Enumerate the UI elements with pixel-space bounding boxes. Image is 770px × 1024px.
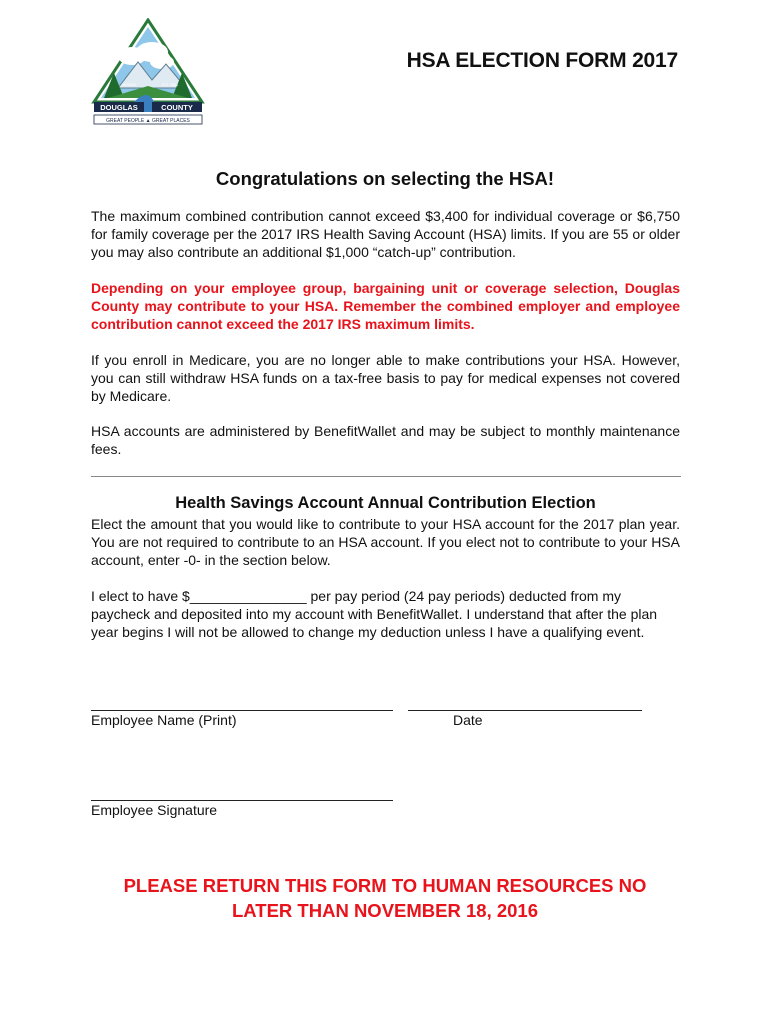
- contribution-limits-paragraph: The maximum combined contribution cannot exceed $3,400 for individual coverage or $6,750 for family coverage per the 2017 IRS Health Saving Account (HSA) limits. If you are 55 or older you may also contribute an additional $1,000 “catch-up” contribution.: [91, 208, 680, 261]
- return-deadline-notice: [0, 873, 770, 923]
- employee-name-label: Employee Name (Print): [91, 712, 237, 728]
- date-line[interactable]: [408, 710, 642, 711]
- return-notice-line-2: LATER THAN NOVEMBER 18, 2016: [232, 900, 538, 921]
- svg-text:COUNTY: COUNTY: [161, 103, 193, 112]
- return-notice-line-1: PLEASE RETURN THIS FORM TO HUMAN RESOURCES NO: [123, 875, 647, 896]
- congratulations-heading: Congratulations on selecting the HSA!: [215, 168, 555, 189]
- svg-text:DOUGLAS: DOUGLAS: [100, 103, 138, 112]
- svg-text:EST. 1861: EST. 1861: [162, 83, 179, 87]
- election-section-heading: Health Savings Account Annual Contribution Election: [175, 494, 596, 512]
- svg-text:GREAT PEOPLE ▲ GREAT PLACES: GREAT PEOPLE ▲ GREAT PLACES: [106, 118, 190, 124]
- date-label: Date: [453, 712, 483, 728]
- section-divider: [91, 476, 681, 477]
- election-instructions: Elect the amount that you would like to contribute to your HSA account for the 2017 plan year. You are not required to contribute to an HSA account. If you elect not to contribute to your HSA account, enter -0- in the section below.: [91, 516, 680, 569]
- employer-contribution-notice: Depending on your employee group, bargaining unit or coverage selection, Douglas County may contribute to your HSA. Remember the combined employer and employee contribution cannot exceed the 2017 IRS maximum limits.: [91, 280, 680, 333]
- employee-signature-label: Employee Signature: [91, 802, 218, 818]
- administration-paragraph: HSA accounts are administered by BenefitWallet and may be subject to monthly maintenance fees.: [91, 423, 680, 458]
- form-title: HSA ELECTION FORM 2017: [406, 49, 678, 72]
- employee-signature-line[interactable]: [91, 800, 393, 801]
- election-amount-statement: I elect to have $_______________ per pay period (24 pay periods) deducted from my paycheck and deposited into my account with BenefitWallet. I understand that after the plan year begins I will not be allowed to change my deduction unless I have a qualifying event.: [91, 588, 658, 641]
- medicare-paragraph: If you enroll in Medicare, you are no longer able to make contributions your HSA. However, you can still withdraw HSA funds on a tax-free basis to pay for medical expenses not covered by Medicare.: [91, 352, 680, 405]
- employee-name-line[interactable]: [91, 710, 393, 711]
- douglas-county-logo: [90, 18, 206, 128]
- svg-text:NEVADA: NEVADA: [122, 83, 137, 87]
